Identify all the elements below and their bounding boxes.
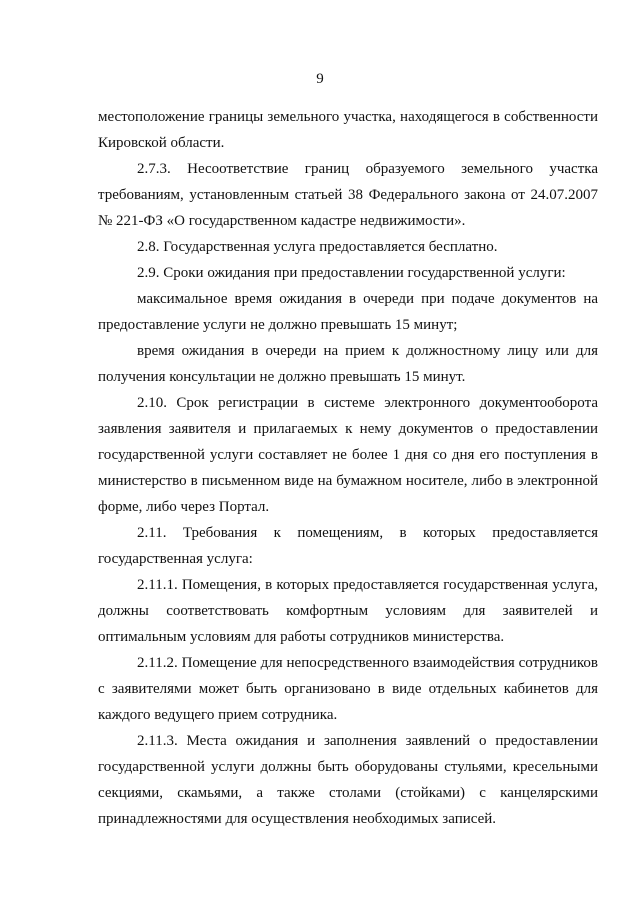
paragraph-2-11: 2.11. Требования к помещениям, в которых предоставляется государственная услуга: <box>98 525 598 567</box>
document-body <box>98 104 598 832</box>
paragraph-2-9-max-wait: максимальное время ожидания в очереди при подаче документов на предоставление услуги не должно превышать 15 минут; <box>98 291 598 333</box>
paragraph-continuation: местоположение границы земельного участка, находящегося в собственности Кировской области. <box>98 109 598 151</box>
paragraph-2-9-consult-wait: время ожидания в очереди на прием к должностному лицу или для получения консультации не должно превышать 15 минут. <box>98 343 598 385</box>
paragraph-2-11-2: 2.11.2. Помещение для непосредственного взаимодействия сотрудников с заявителями может быть организовано в виде отдельных кабинетов для каждого ведущего прием сотрудника. <box>98 655 598 723</box>
paragraph-2-10: 2.10. Срок регистрации в системе электронного документооборота заявления заявителя и прилагаемых к нему документов о предоставлении государственной услуги составляет не более 1 дня со дня его поступления в министерство в письменном виде на бумажном носителе, либо в электронной форме, либо через Портал. <box>98 395 598 515</box>
paragraph-2-9: 2.9. Сроки ожидания при предоставлении государственной услуги: <box>137 265 566 281</box>
paragraph-2-8: 2.8. Государственная услуга предоставляется бесплатно. <box>137 239 498 255</box>
page-number: 9 <box>316 71 324 87</box>
paragraph-2-11-1: 2.11.1. Помещения, в которых предоставляется государственная услуга, должны соответствовать комфортным условиям для заявителей и оптимальным условиям для работы сотрудников министерства. <box>98 577 598 645</box>
paragraph-2-7-3: 2.7.3. Несоответствие границ образуемого земельного участка требованиям, установленным статьей 38 Федерального закона от 24.07.2007 № 221-ФЗ «О государственном кадастре недвижимости». <box>98 161 598 229</box>
paragraph-2-11-3: 2.11.3. Места ожидания и заполнения заявлений о предоставлении государственной услуги должны быть оборудованы стульями, кресельными секциями, скамьями, а также столами (стойками) с канцелярскими принадлежностями для осуществления необходимых записей. <box>98 733 598 827</box>
